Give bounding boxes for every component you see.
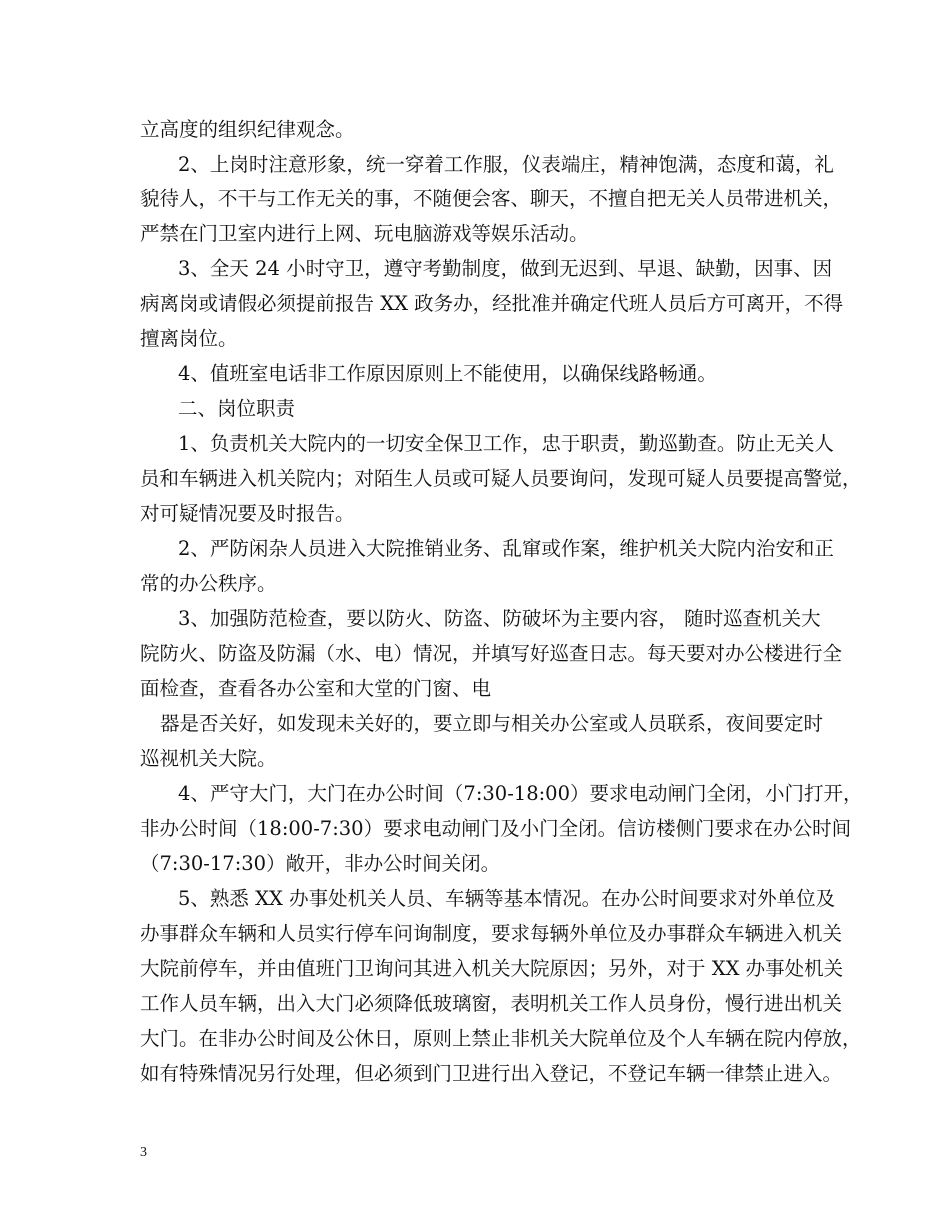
text-line: 办事群众车辆和人员实行停车问询制度，要求每辆外单位及办事群众车辆进入机关 <box>140 922 843 945</box>
text-line: 员和车辆进入机关院内；对陌生人员或可疑人员要询问，发现可疑人员要提高警觉， <box>140 467 862 490</box>
text-line: 2、严防闲杂人员进入大院推销业务、乱窜或作案，维护机关大院内治安和正 <box>178 537 834 560</box>
text-line: 非办公时间（18:00-7:30）要求电动闸门及小门全闭。信访楼侧门要求在办公时间 <box>140 817 852 840</box>
page-number: 3 <box>140 1145 147 1160</box>
text-line: 巡视机关大院。 <box>140 747 277 770</box>
text-line: 常的办公秩序。 <box>140 572 277 595</box>
text-line: 器是否关好，如发现未关好的，要立即与相关办公室或人员联系，夜间要定时 <box>160 712 824 735</box>
text-line: 1、负责机关大院内的一切安全保卫工作，忠于职责，勤巡勤查。防止无关人 <box>178 432 834 455</box>
text-line: 大门。在非办公时间及公休日，原则上禁止非机关大院单位及个人车辆在院内停放， <box>140 1027 862 1050</box>
text-line: 貌待人，不干与工作无关的事，不随便会客、聊天，不擅自把无关人员带进机关， <box>140 187 843 210</box>
section-heading: 二、岗位职责 <box>178 397 296 420</box>
text-line: 如有特殊情况另行处理，但必须到门卫进行出入登记，不登记车辆一律禁止进入。 <box>140 1062 843 1085</box>
text-line: 5、熟悉 XX 办事处机关人员、车辆等基本情况。在办公时间要求对外单位及 <box>178 887 836 910</box>
text-line: 大院前停车，并由值班门卫询问其进入机关大院原因；另外，对于 XX 办事处机关 <box>140 957 844 980</box>
text-line: 院防火、防盗及防漏（水、电）情况，并填写好巡查日志。每天要对办公楼进行全 <box>140 642 843 665</box>
text-line: 病离岗或请假必须提前报告 XX 政务办，经批准并确定代班人员后方可离开，不得 <box>140 292 844 315</box>
text-line: 工作人员车辆，出入大门必须降低玻璃窗，表明机关工作人员身份，慢行进出机关 <box>140 992 843 1015</box>
text-line: 4、严守大门，大门在办公时间（7:30-18:00）要求电动闸门全闭，小门打开， <box>178 782 863 805</box>
text-line: （7:30-17:30）敞开，非办公时间关闭。 <box>140 852 501 875</box>
text-line: 对可疑情况要及时报告。 <box>140 502 355 525</box>
text-line: 严禁在门卫室内进行上网、玩电脑游戏等娱乐活动。 <box>140 222 589 245</box>
text-line: 3、全天 24 小时守卫，遵守考勤制度，做到无迟到、早退、缺勤，因事、因 <box>178 257 833 280</box>
text-line: 2、上岗时注意形象，统一穿着工作服，仪表端庄，精神饱满，态度和蔼，礼 <box>178 153 834 176</box>
text-line: 3、加强防范检查，要以防火、防盗、防破坏为主要内容， 随时巡查机关大 <box>178 607 821 630</box>
text-line: 面检查，查看各办公室和大堂的门窗、电 <box>140 677 492 700</box>
text-line: 擅离岗位。 <box>140 327 238 350</box>
text-line: 4、值班室电话非工作原因原则上不能使用，以确保线路畅通。 <box>178 362 717 385</box>
text-line: 立高度的组织纪律观念。 <box>140 118 355 141</box>
